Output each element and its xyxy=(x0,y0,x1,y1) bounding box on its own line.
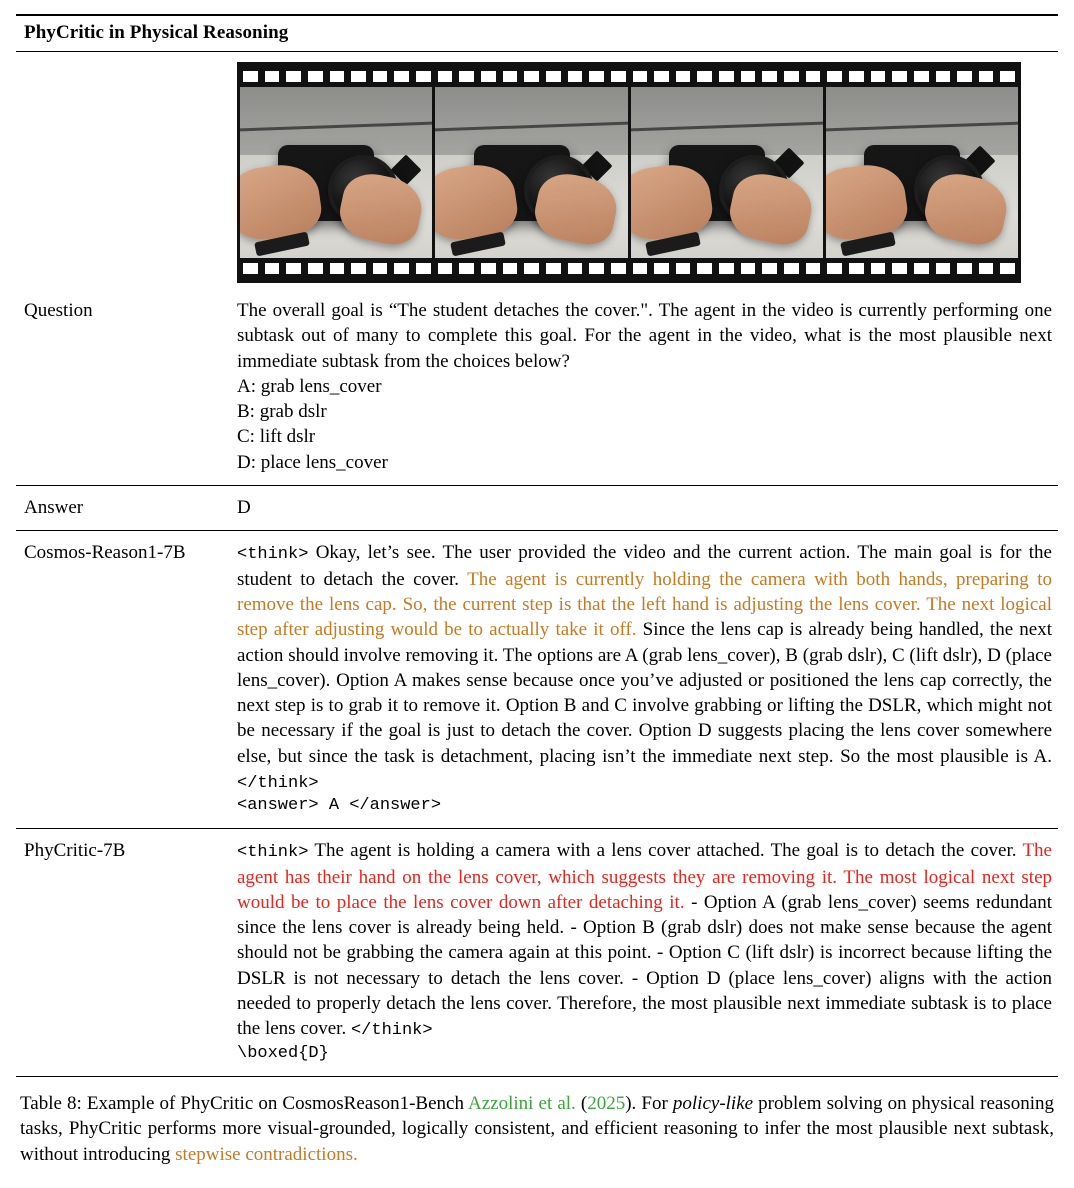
model2-output xyxy=(237,829,1058,1075)
model1-text-part1: Okay, let’s see. The user provided the video and the current action. The main goal is for the student to detach the cover. xyxy=(237,542,1052,590)
film-perforations-bottom xyxy=(237,263,1021,274)
question-row xyxy=(16,289,1058,485)
table-caption xyxy=(16,1077,1058,1168)
citation-mid: ( xyxy=(575,1092,588,1114)
example-table xyxy=(16,16,1058,1077)
question-text: The overall goal is “The student detaches the cover.". The agent in the video is currently performing one subtask out of many to complete this goal. For the agent in the video, what is the most plausible next immediate subtask from the choices below? xyxy=(237,300,1052,372)
model1-label: Cosmos-Reason1-7B xyxy=(24,542,186,564)
think-close-tag: </think> xyxy=(350,1021,433,1041)
answer-label: Answer xyxy=(24,496,84,518)
choice-a: A: grab lens_cover xyxy=(237,375,382,397)
filmstrip-spacer xyxy=(16,52,237,289)
video-filmstrip-cell xyxy=(237,52,1058,289)
model1-output xyxy=(237,531,1058,828)
table-title-row xyxy=(16,16,1058,51)
caption-highlight-tail: stepwise contradictions. xyxy=(175,1143,358,1165)
model2-label: PhyCritic-7B xyxy=(24,840,126,862)
film-perforations-top xyxy=(237,71,1021,82)
video-frame xyxy=(240,87,432,258)
caption-mid-text: problem solving on physical reasoning tasks, PhyCritic performs more visual-grounded, logically consistent, and efficient reasoning to infer the most plausible next subtask, without introducing xyxy=(20,1092,1054,1165)
model1-text-part2: Since the lens cap is already being handled, the next action should involve removing it. The options are A (grab lens_cover), B (grab dslr), C (lift dslr), D (place lens_cover). Option A makes sense because once you’ve adjusted or positioned the lens cap correctly, the next step is to grab it to remove it. Option B and C involve grabbing or lifting the DSLR, which might not be necessary if the goal is just to detach the cover. Option D suggests placing the lens cover somewhere else, but since the task is detachment, placing isn’t the immediate next step. So the most plausible is A. xyxy=(237,619,1052,767)
model1-highlighted-reasoning: The agent is currently holding the camera with both hands, preparing to remove the lens cap. So, the current step is that the left hand is adjusting the lens cover. The next logical step after adjusting would be to actually take it off. xyxy=(237,568,1052,641)
video-frame xyxy=(826,87,1018,258)
model2-text-part1: The agent is holding a camera with a lens cover attached. The goal is to detach the cover. xyxy=(308,840,1023,862)
citation-close: ). For xyxy=(625,1092,673,1114)
video-filmstrip xyxy=(237,62,1021,283)
model2-text-part2: - Option A (grab lens_cover) seems redundant since the lens cover is already being held. - Option B (grab dslr) does not make sense because the agent should not be grabbing the camera again at this point. - Option C (lift dslr) is incorrect because lifting the DSLR is not necessary to detach the lens cover. - Option D (place lens_cover) aligns with the action needed to properly detach the lens cover. Therefore, the most plausible next immediate subtask is to place the lens cover. xyxy=(237,891,1052,1040)
filmstrip-row xyxy=(16,52,1058,289)
model2-row xyxy=(16,829,1058,1075)
citation-author[interactable]: Azzolini et al. xyxy=(468,1092,576,1114)
answer-value: D xyxy=(237,496,251,518)
video-frame xyxy=(631,87,823,258)
caption-italic-term: policy-like xyxy=(672,1092,754,1114)
think-close-tag: </think> xyxy=(237,773,319,793)
caption-prefix: Table 8: Example of PhyCritic on CosmosReason1-Bench xyxy=(20,1092,469,1114)
answer-row xyxy=(16,486,1058,530)
question-label: Question xyxy=(24,300,93,321)
model1-answer-line: <answer> A </answer> xyxy=(237,796,442,816)
think-open-tag: <think> xyxy=(237,545,309,565)
model1-row xyxy=(16,531,1058,828)
citation-year[interactable]: 2025 xyxy=(587,1092,626,1114)
video-frame xyxy=(435,87,627,258)
model2-answer-line: \boxed{D} xyxy=(237,1043,329,1063)
model2-highlighted-reasoning: The agent has their hand on the lens cover, which suggests they are removing it. The most logical next step would be to place the lens cover down after detaching it. xyxy=(237,840,1052,913)
choice-d: D: place lens_cover xyxy=(237,451,388,473)
choice-b: B: grab dslr xyxy=(237,401,327,423)
table-title: PhyCritic in Physical Reasoning xyxy=(24,22,289,43)
choice-c: C: lift dslr xyxy=(237,426,316,448)
think-open-tag: <think> xyxy=(237,843,309,863)
question-cell xyxy=(237,289,1058,485)
video-frames xyxy=(237,82,1021,263)
